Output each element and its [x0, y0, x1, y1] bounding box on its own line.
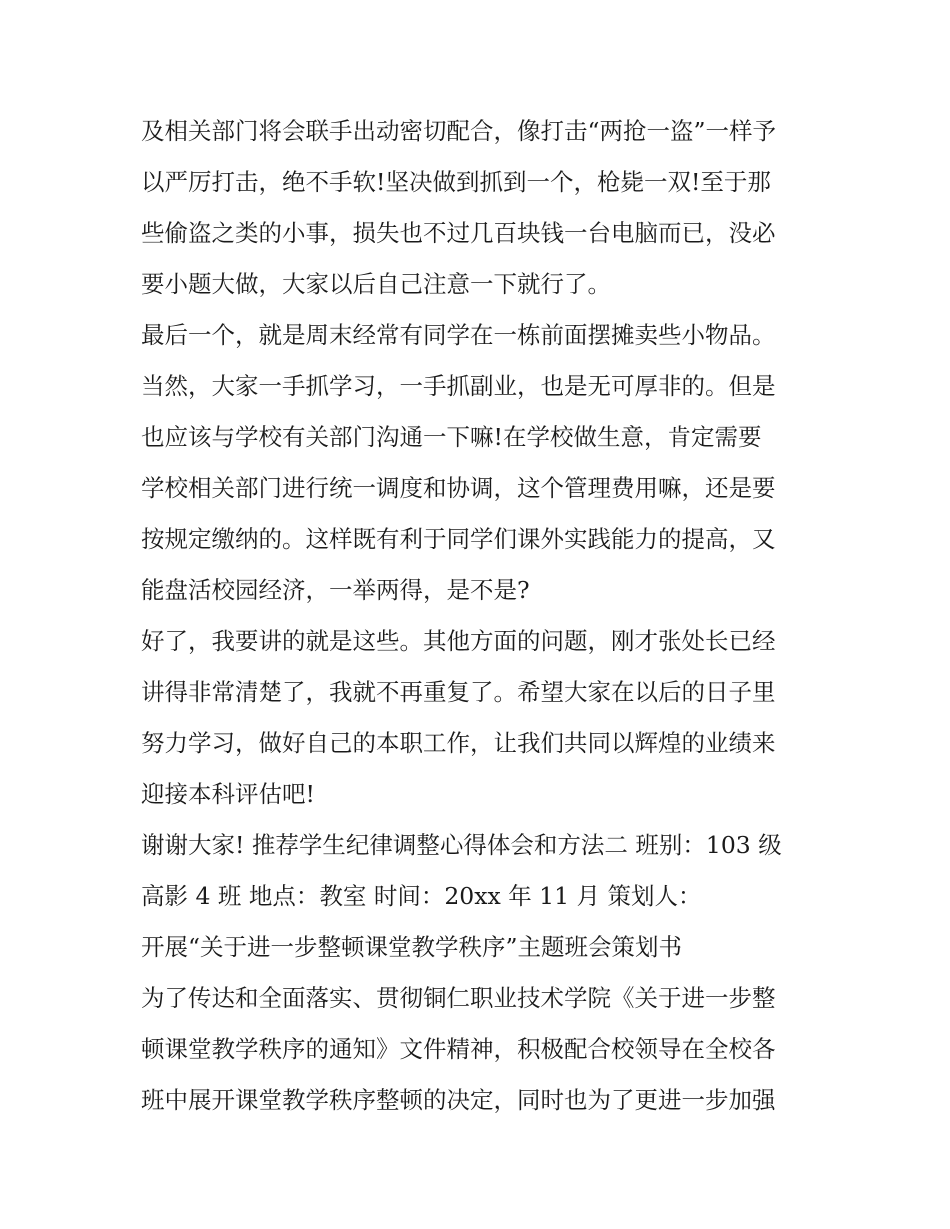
text-line: 要小题大做，大家以后自己注意一下就行了。 — [141, 270, 611, 298]
text-line: 及相关部门将会联手出动密切配合，像打击“两抢一盗”一样予 — [141, 117, 777, 145]
text-line: 班中展开课堂教学秩序整顿的决定，同时也为了更进一步加强 — [141, 1086, 776, 1114]
text-line: 迎接本科评估吧! — [141, 780, 315, 808]
text-line: 也应该与学校有关部门沟通一下嘛!在学校做生意，肯定需要 — [141, 423, 762, 451]
text-line: 按规定缴纳的。这样既有利于同学们课外实践能力的提高，又 — [141, 525, 776, 553]
text-line: 努力学习，做好自己的本职工作，让我们共同以辉煌的业绩来 — [141, 729, 776, 757]
text-line: 顿课堂教学秩序的通知》文件精神，积极配合校领导在全校各 — [141, 1035, 776, 1063]
text-line: 为了传达和全面落实、贯彻铜仁职业技术学院《关于进一步整 — [141, 984, 776, 1012]
document-body — [141, 106, 821, 1126]
text-line: 高影 4 班 地点：教室 时间：20xx 年 11 月 策划人： — [141, 882, 702, 910]
text-line: 能盘活校园经济，一举两得，是不是? — [141, 576, 530, 604]
text-line: 好了，我要讲的就是这些。其他方面的问题，刚才张处长已经 — [141, 627, 776, 655]
text-line: 学校相关部门进行统一调度和协调，这个管理费用嘛，还是要 — [141, 474, 776, 502]
text-line: 当然，大家一手抓学习，一手抓副业，也是无可厚非的。但是 — [141, 372, 776, 400]
text-line: 以严厉打击，绝不手软!坚决做到抓到一个，枪毙一双!至于那 — [141, 168, 771, 196]
text-line: 谢谢大家! 推荐学生纪律调整心得体会和方法二 班别：103 级 — [141, 831, 782, 859]
text-line: 些偷盗之类的小事，损失也不过几百块钱一台电脑而已，没必 — [141, 219, 776, 247]
text-line: 最后一个，就是周末经常有同学在一栋前面摆摊卖些小物品。 — [141, 321, 776, 349]
text-line: 开展“关于进一步整顿课堂教学秩序”主题班会策划书 — [141, 933, 683, 961]
text-line: 讲得非常清楚了，我就不再重复了。希望大家在以后的日子里 — [141, 678, 776, 706]
